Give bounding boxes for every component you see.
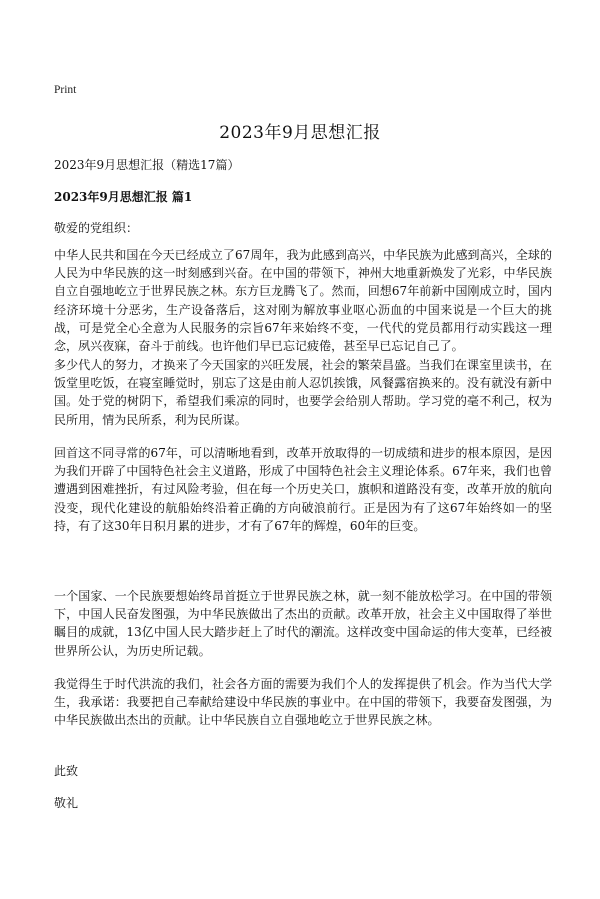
body-paragraph: 一个国家、一个民族要想始终昂首挺立于世界民族之林，就一刻不能放松学习。在中国的带领下，中国人民奋发图强，为中华民族做出了杰出的贡献。改革开放，社会主义中国取得了举世瞩目的成就，13亿中国人民大踏步赶上了时代的潮流。这样改变中国命运的伟大变革，已经被世界所公认，为历史所记载。: [54, 589, 552, 658]
body-paragraph: 多少代人的努力，才换来了今天国家的兴旺发展，社会的繁荣昌盛。当我们在课室里读书，在饭堂里吃饭，在寝室睡觉时，别忘了这是由前人忍饥挨饿，风餐露宿换来的。没有就没有新中国。处于党的树阴下，希望我们乘凉的同时，也要学会给别人帮助。学习党的毫不利己，权为民所用，情为民所系，利为民所谋。: [54, 358, 552, 427]
document-subtitle: 2023年9月思想汇报（精选17篇）: [54, 158, 240, 172]
closing-line: 此致: [54, 764, 79, 778]
page-title: 2023年9月思想汇报: [219, 123, 381, 143]
closing-signoff: 敬礼: [54, 796, 79, 810]
body-paragraph: 我觉得生于时代洪流的我们，社会各方面的需要为我们个人的发挥提供了机会。作为当代大学生，我承诺：我要把自己奉献给建设中华民族的事业中。在中国的带领下，我要奋发图强，为中华民族做出杰出的贡献。让中华民族自立自强地屹立于世界民族之林。: [54, 677, 552, 728]
section-heading: 2023年9月思想汇报 篇1: [54, 190, 193, 204]
print-link[interactable]: Print: [54, 84, 77, 96]
body-paragraph: 中华人民共和国在今天已经成立了67周年，我为此感到高兴，中华民族为此感到高兴，全球的人民为中华民族的这一时刻感到兴奋。在中国的带领下，神州大地重新焕发了光彩，中华民族自立自强地屹立于世界民族之林。东方巨龙腾飞了。然而，回想67年前新中国刚成立时，国内经济环境十分恶劣，生产设备落后，这对刚为解放事业呕心沥血的中国来说是一个巨大的挑战，可是党全心全意为人民服务的宗旨67年来始终不变，一代代的党员都用行动实践这一理念，夙兴夜寐，奋斗于前线。也许他们早已忘记疲倦，甚至早已忘记自己了。: [54, 248, 552, 354]
body-paragraph: 回首这不同寻常的67年，可以清晰地看到，改革开放取得的一切成绩和进步的根本原因，是因为我们开辟了中国特色社会主义道路，形成了中国特色社会主义理论体系。67年来，我们也曾遭遇到困难挫折，有过风险考验，但在每一个历史关口，旗帜和道路没有变，改革开放的航向没变，现代化建设的航船始终沿着正确的方向破浪前行。正是因为有了这67年始终如一的坚持，有了这30年日积月累的进步，才有了67年的辉煌，60年的巨变。: [54, 446, 552, 533]
salutation: 敬爱的党组织：: [54, 221, 139, 235]
